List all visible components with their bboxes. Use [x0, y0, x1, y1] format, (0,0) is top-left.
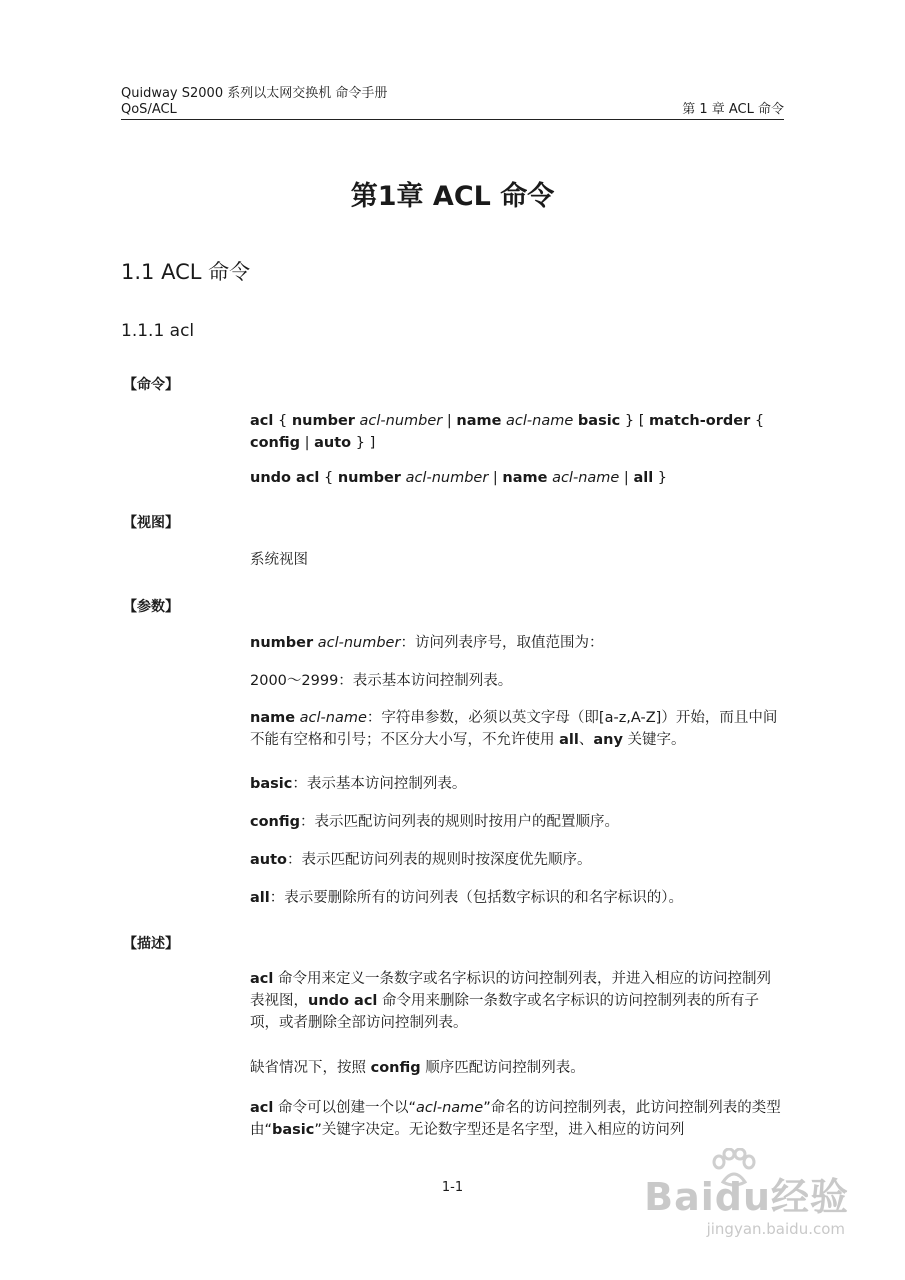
header-chapter: 第 1 章 ACL 命令: [682, 102, 784, 117]
kw-basic: basic: [272, 1122, 315, 1138]
arg-acl-number: acl-number: [405, 470, 489, 486]
param-auto: [250, 849, 785, 871]
desc-para-1: [250, 968, 785, 1034]
arg-acl-name: acl-name: [299, 710, 367, 726]
desc-para-2: [250, 1057, 785, 1079]
kw-number: number: [291, 413, 355, 429]
syntax-text: }: [653, 470, 668, 486]
kw-name: name: [250, 710, 296, 726]
kw-number: number: [337, 470, 401, 486]
syntax-text: {: [273, 413, 292, 429]
param-text: ：字符串参数，必须以英文字母（即[a-z,A-Z]）开始，而且中间不能有空格和引号；不区分大小写，不允许使用: [250, 710, 778, 748]
watermark-url: jingyan.baidu.com: [706, 1220, 845, 1238]
param-text: ：表示匹配访问列表的规则时按深度优先顺序。: [287, 852, 592, 868]
syntax-text: |: [442, 413, 457, 429]
arg-acl-name: acl-name: [506, 413, 574, 429]
syntax-text: {: [750, 413, 765, 429]
view-text: 系统视图: [250, 552, 308, 568]
section-title: 1.1 ACL 命令: [121, 260, 251, 284]
kw-undo-acl: undo acl: [250, 470, 320, 486]
kw-all: all: [559, 732, 579, 748]
kw-acl: acl: [250, 1100, 274, 1116]
subsection-title: 1.1.1 acl: [121, 321, 195, 341]
watermark-logo: Baidu经验: [644, 1175, 849, 1219]
label-desc: 【描述】: [123, 936, 179, 952]
desc-text: 命令用来定义一条数字或名字标识的访问控制列表，并进入相应的访问控制列表视图，: [250, 971, 771, 1009]
syntax-text: |: [488, 470, 503, 486]
kw-acl: acl: [250, 971, 274, 987]
chapter-title: 第1章 ACL 命令: [350, 181, 555, 212]
kw-auto: auto: [250, 852, 288, 868]
kw-auto: auto: [314, 435, 352, 451]
desc-para-3: [250, 1097, 785, 1141]
kw-acl: acl: [250, 413, 274, 429]
kw-config: config: [370, 1060, 421, 1076]
kw-config: config: [250, 814, 301, 830]
kw-config: config: [250, 435, 301, 451]
arg-acl-name: acl-name: [552, 470, 620, 486]
desc-text: 命令用来删除一条数字或名字标识的访问控制列表的所有子项，或者删除全部访问控制列表。: [250, 993, 759, 1031]
param-number: [250, 632, 785, 654]
desc-text: 顺序匹配访问控制列表。: [420, 1060, 585, 1076]
command-syntax: [250, 410, 785, 454]
page-header: [121, 86, 784, 118]
label-command: 【命令】: [123, 377, 179, 393]
arg-acl-number: acl-number: [359, 413, 443, 429]
syntax-text: {: [319, 470, 338, 486]
param-text: 、: [578, 732, 594, 748]
syntax-text: |: [619, 470, 634, 486]
syntax-text: } [: [620, 413, 649, 429]
syntax-text: } ]: [351, 435, 376, 451]
desc-text: 命令可以创建一个以“: [273, 1100, 416, 1116]
baidu-watermark: [639, 1148, 849, 1248]
kw-name: name: [456, 413, 502, 429]
desc-text: ”命名的访问控制列表，此访问控制列表的类型由“: [250, 1100, 781, 1138]
kw-name: name: [502, 470, 548, 486]
param-text: ：表示基本访问控制列表。: [292, 776, 467, 792]
arg-acl-name: acl-name: [415, 1100, 484, 1116]
arg-acl-number: acl-number: [317, 635, 401, 651]
param-basic: [250, 773, 785, 795]
kw-basic: basic: [577, 413, 621, 429]
label-params: 【参数】: [123, 599, 179, 615]
param-text: ：访问列表序号，取值范围为：: [400, 635, 604, 651]
desc-text: 缺省情况下，按照: [250, 1060, 371, 1076]
param-text: 关键字。: [622, 732, 686, 748]
param-range: 2000～2999：表示基本访问控制列表。: [250, 673, 513, 689]
kw-all: all: [250, 890, 270, 906]
syntax-text: |: [300, 435, 315, 451]
header-section: QoS/ACL: [121, 102, 177, 117]
undo-command-syntax: [250, 467, 785, 489]
kw-any: any: [593, 732, 623, 748]
param-all: [250, 887, 785, 909]
kw-basic: basic: [250, 776, 293, 792]
kw-all: all: [633, 470, 654, 486]
param-name: [250, 707, 785, 751]
param-text: ：表示匹配访问列表的规则时按用户的配置顺序。: [300, 814, 620, 830]
header-divider: [121, 119, 784, 120]
label-view: 【视图】: [123, 515, 179, 531]
desc-text: ”关键字决定。无论数字型还是名字型，进入相应的访问列: [314, 1122, 685, 1138]
param-config: [250, 811, 785, 833]
header-manual-title: Quidway S2000 系列以太网交换机 命令手册: [121, 86, 388, 101]
kw-undo-acl: undo acl: [308, 993, 378, 1009]
kw-match-order: match-order: [649, 413, 751, 429]
page-number: 1-1: [441, 1180, 464, 1195]
kw-number: number: [250, 635, 314, 651]
param-text: ：表示要删除所有的访问列表（包括数字标识的和名字标识的）。: [269, 890, 683, 906]
